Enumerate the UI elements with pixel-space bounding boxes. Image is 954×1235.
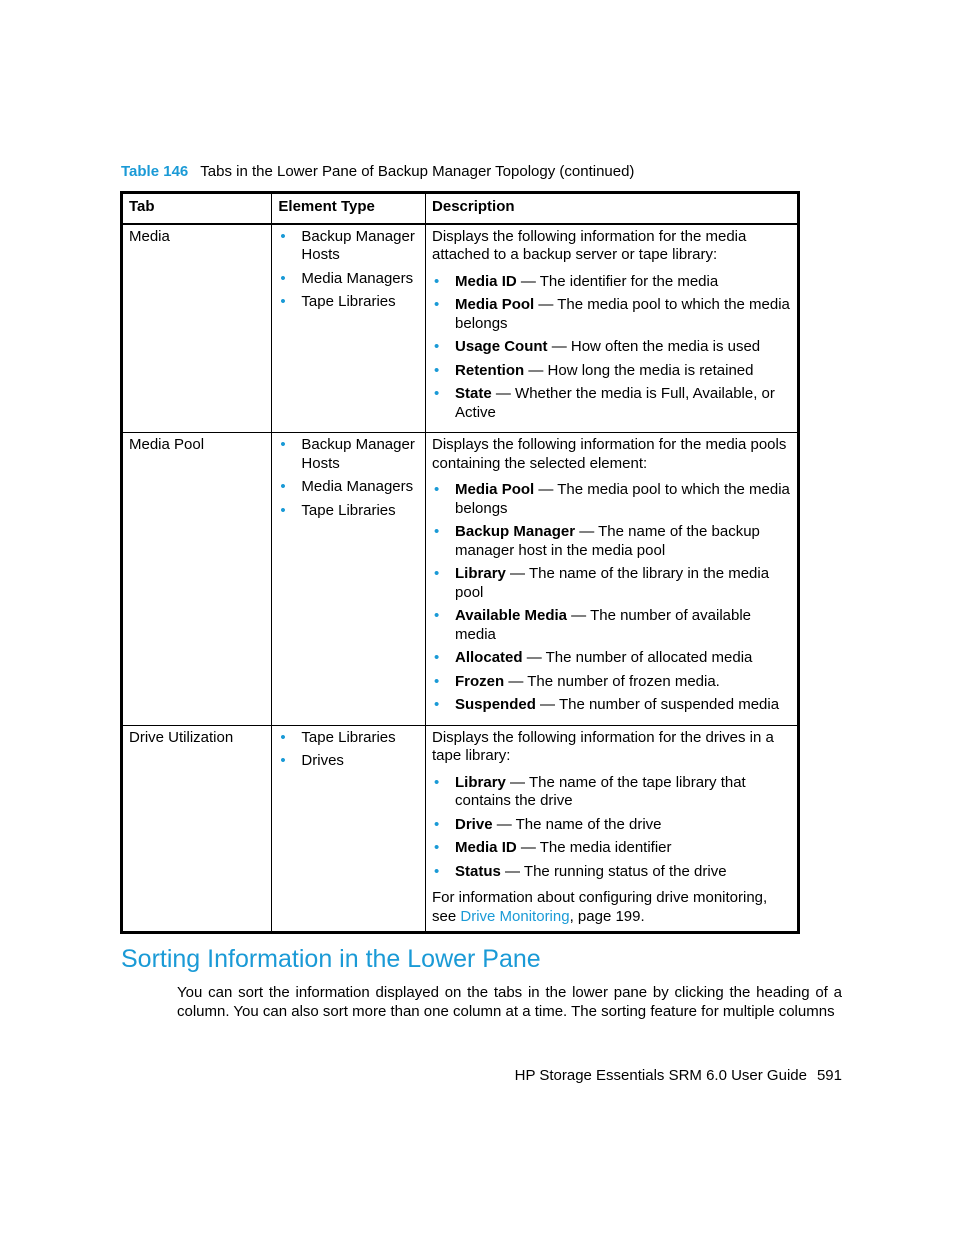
item-term: Allocated	[455, 649, 523, 666]
item-term: Media Pool	[455, 296, 535, 313]
item-text: — Whether the media is Full, Available, or Active	[455, 385, 775, 421]
item-term: Media ID	[455, 272, 517, 290]
list-item	[432, 385, 791, 422]
table-header-row	[122, 193, 799, 224]
element-types	[272, 433, 426, 726]
page-number: 591	[816, 1067, 842, 1084]
description-list	[432, 774, 791, 882]
table-row	[122, 725, 799, 933]
tab-name: Media	[122, 224, 272, 433]
list-item	[432, 338, 791, 357]
item-term: Media Pool	[455, 481, 535, 498]
description	[426, 725, 799, 933]
list-item	[432, 273, 791, 292]
item-term: Status	[455, 862, 501, 880]
table-number: Table 146	[121, 163, 189, 180]
item-term: Media ID	[455, 839, 517, 856]
tab-name: Drive Utilization	[122, 725, 272, 933]
item-term: Library	[455, 773, 506, 791]
item-text: — The media identifier	[516, 839, 672, 856]
section-body: You can sort the information displayed on the tabs in the lower pane by clicking the heading of a column. You can also sort more than one column at a time. The sorting feature for multiple columns	[177, 984, 842, 1020]
description-intro: Displays the following information for the media attached to a backup server or tape library:	[432, 227, 747, 263]
note-text: For information about configuring drive monitoring, see	[432, 889, 768, 925]
item-term: Suspended	[455, 696, 536, 713]
list-item: • Backup Manager Hosts	[278, 228, 419, 265]
list-item: • Media Managers	[278, 478, 419, 497]
item-text: — The running status of the drive	[500, 862, 727, 880]
item-text: — The name of the library in the media pool	[455, 565, 770, 601]
section-heading: Sorting Information in the Lower Pane	[121, 945, 541, 973]
list-item	[432, 774, 791, 811]
item-term: Backup Manager	[455, 523, 576, 540]
item-text: — The number of available media	[455, 607, 752, 643]
element-types	[272, 725, 426, 933]
tabs-table	[120, 191, 800, 934]
list-item	[432, 839, 791, 858]
table-row	[122, 224, 799, 433]
item-term: Retention	[455, 361, 525, 379]
item-text: — The name of the tape library that contains the drive	[455, 773, 746, 809]
description	[426, 224, 799, 433]
list-item	[432, 565, 791, 602]
description-list	[432, 273, 791, 423]
header-element-type: Element Type	[272, 193, 426, 224]
drive-monitoring-link[interactable]: Drive Monitoring	[460, 907, 570, 925]
list-item	[432, 523, 791, 560]
item-term: Available Media	[455, 607, 568, 624]
item-text: — The name of the drive	[492, 815, 662, 833]
item-term: Drive	[455, 815, 493, 833]
item-term: Frozen	[455, 672, 505, 690]
list-item	[432, 607, 791, 644]
table-caption	[121, 162, 821, 182]
description-intro: Displays the following information for the drives in a tape library:	[432, 728, 774, 764]
element-type-list	[278, 228, 419, 312]
list-item	[432, 863, 791, 882]
element-type-list	[278, 436, 419, 520]
header-tab: Tab	[122, 193, 272, 224]
item-term: Library	[455, 565, 506, 582]
page-footer	[500, 1066, 842, 1086]
description	[426, 433, 799, 726]
element-type-list	[278, 729, 419, 771]
item-term: State	[455, 385, 492, 402]
list-item: • Tape Libraries	[278, 293, 419, 312]
table-row	[122, 433, 799, 726]
list-item: • Drives	[278, 752, 419, 771]
description-note	[432, 889, 791, 926]
list-item: • Tape Libraries	[278, 502, 419, 521]
description-intro: Displays the following information for the media pools containing the selected element:	[432, 436, 787, 472]
list-item	[432, 696, 791, 715]
item-text: — How long the media is retained	[524, 361, 754, 379]
note-text: , page 199.	[569, 907, 645, 925]
item-text: — The number of suspended media	[535, 696, 780, 713]
item-text: — The number of frozen media.	[504, 672, 720, 690]
item-text: — How often the media is used	[547, 338, 761, 355]
list-item: • Tape Libraries	[278, 729, 419, 748]
tab-name: Media Pool	[122, 433, 272, 726]
list-item: • Media Managers	[278, 270, 419, 289]
header-description: Description	[426, 193, 799, 224]
item-term: Usage Count	[455, 338, 548, 355]
item-text: — The media pool to which the media belongs	[455, 481, 790, 517]
list-item	[432, 362, 791, 381]
description-list	[432, 481, 791, 715]
list-item: • Backup Manager Hosts	[278, 436, 419, 473]
list-item	[432, 296, 791, 333]
footer-title: HP Storage Essentials SRM 6.0 User Guide	[514, 1067, 807, 1084]
item-text: — The number of allocated media	[522, 649, 753, 666]
item-text: — The media pool to which the media belongs	[455, 296, 790, 332]
element-types	[272, 224, 426, 433]
list-item	[432, 816, 791, 835]
list-item	[432, 649, 791, 668]
item-text: — The identifier for the media	[516, 272, 719, 290]
table-title: Tabs in the Lower Pane of Backup Manager Topology (continued)	[200, 163, 635, 180]
list-item	[432, 673, 791, 692]
item-text: — The name of the backup manager host in the media pool	[455, 523, 760, 559]
list-item	[432, 481, 791, 518]
